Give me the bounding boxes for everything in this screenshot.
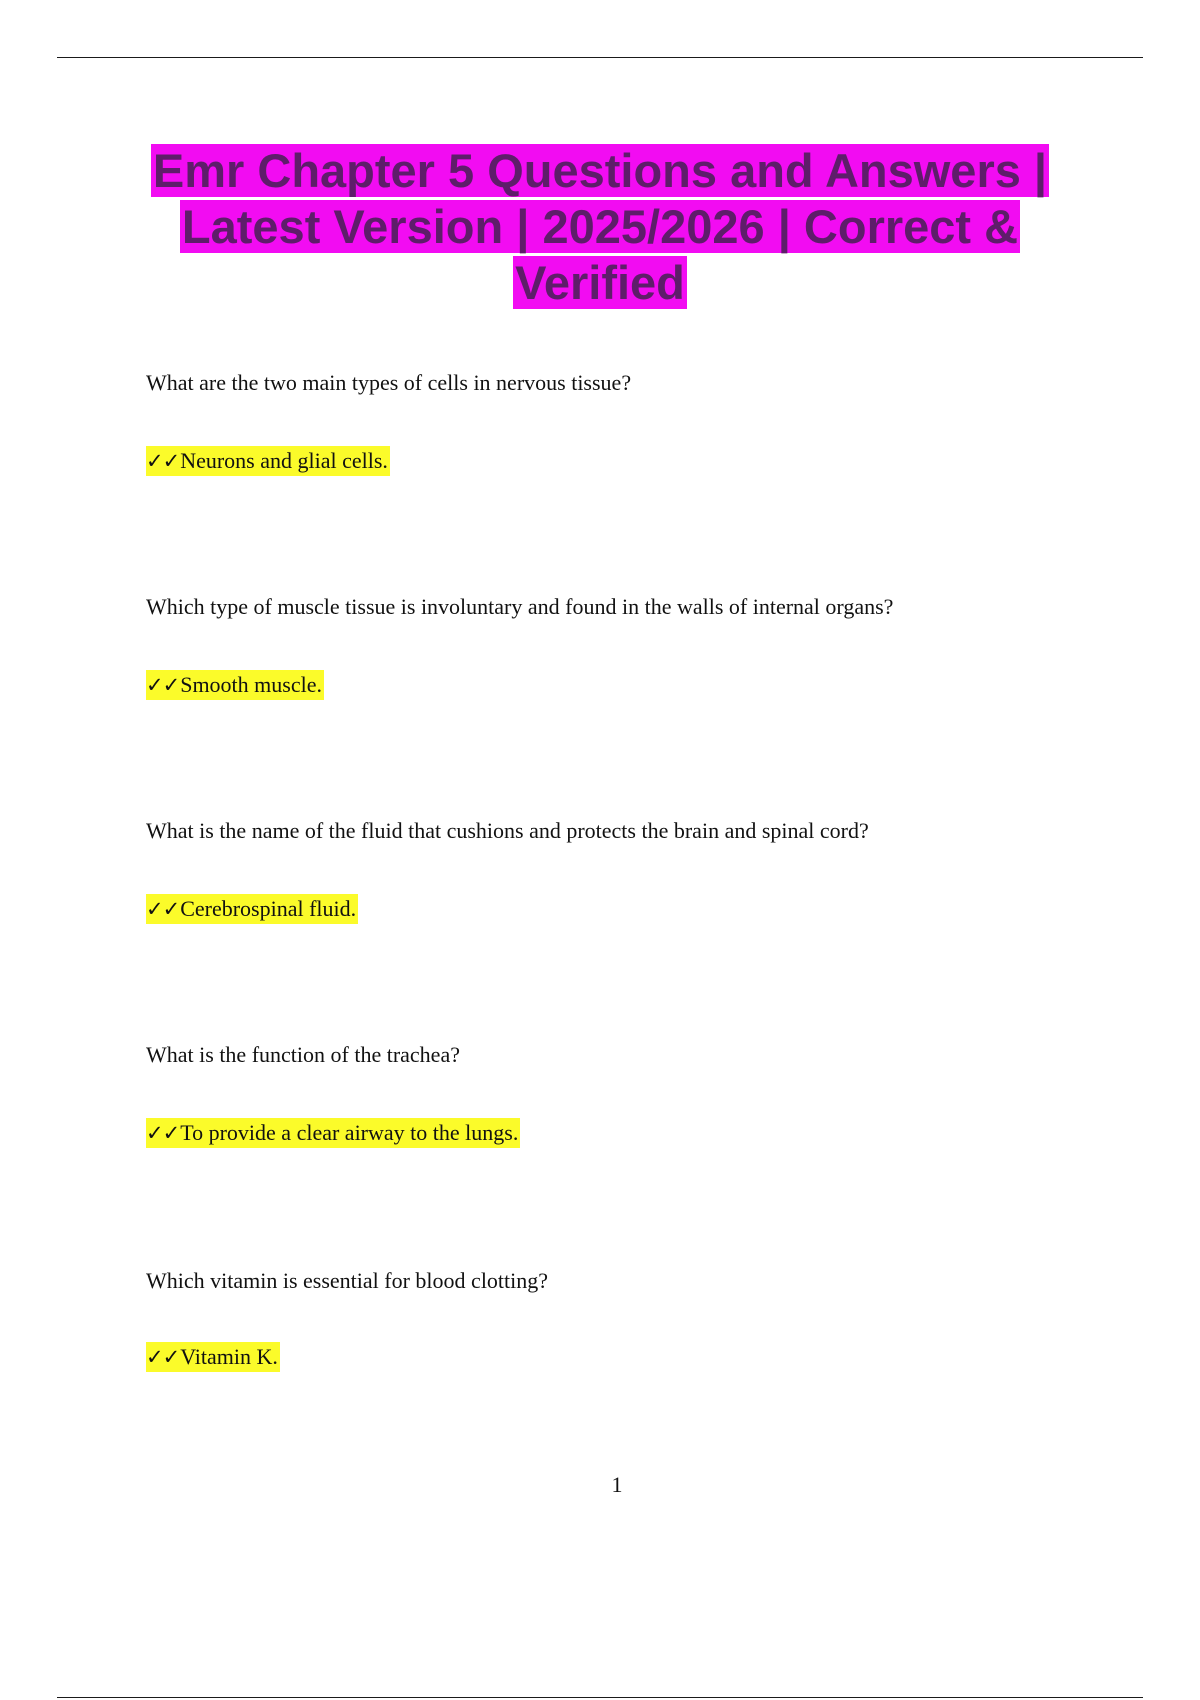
document-title-text: Emr Chapter 5 Questions and Answers | Latest Version | 2025/2026 | Correct & Verified	[152, 144, 1048, 309]
question-text: What is the name of the fluid that cushions and protects the brain and spinal cord?	[146, 818, 869, 843]
answer-highlight	[146, 1118, 520, 1148]
answer-highlight	[146, 446, 390, 476]
double-check-icon: ✓✓	[146, 449, 180, 473]
question-text: What are the two main types of cells in nervous tissue?	[146, 370, 632, 395]
answer-text: To provide a clear airway to the lungs.	[180, 1120, 519, 1145]
answer-highlight	[146, 1342, 280, 1372]
answer-highlight	[146, 670, 324, 700]
answer-text: Vitamin K.	[180, 1344, 278, 1369]
document-title	[140, 143, 1060, 311]
bottom-rule	[57, 1697, 1143, 1698]
page-number: 1	[611, 1472, 623, 1497]
double-check-icon: ✓✓	[146, 1121, 180, 1145]
answer-text: Cerebrospinal fluid.	[180, 896, 357, 921]
answer-text: Smooth muscle.	[180, 672, 322, 697]
title-block	[140, 143, 1060, 311]
double-check-icon: ✓✓	[146, 897, 180, 921]
question-text: What is the function of the trachea?	[146, 1042, 460, 1067]
question-text: Which type of muscle tissue is involuntary and found in the walls of internal organs?	[146, 594, 894, 619]
answer-highlight	[146, 894, 358, 924]
question-text: Which vitamin is essential for blood clotting?	[146, 1268, 549, 1293]
double-check-icon: ✓✓	[146, 1345, 180, 1369]
top-rule	[57, 57, 1143, 58]
answer-text: Neurons and glial cells.	[180, 448, 388, 473]
double-check-icon: ✓✓	[146, 673, 180, 697]
